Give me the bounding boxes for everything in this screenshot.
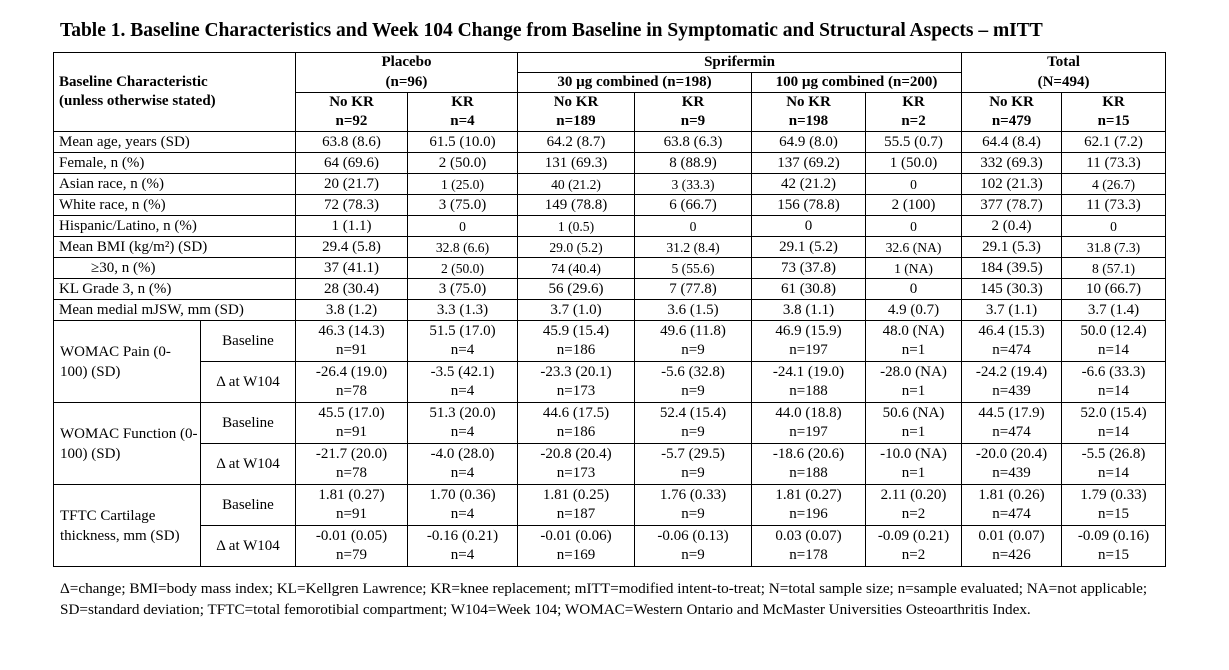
cell-value (296, 321, 408, 362)
cell-statistic: 44.6 (17.5) (542, 405, 610, 421)
subcol-n: n=189 (518, 112, 635, 132)
subcol-label: KR (1062, 93, 1166, 113)
cell-statistic: 44.0 (18.8) (775, 405, 842, 421)
cell-value: 11 (73.3) (1062, 195, 1166, 216)
cell-value: 2 (100) (866, 195, 962, 216)
cell-value: 29.1 (5.3) (962, 237, 1062, 258)
cell-value (408, 362, 518, 403)
table-row (54, 444, 1166, 485)
cell-statistic: -3.5 (42.1) (430, 364, 495, 380)
cell-value (408, 485, 518, 526)
cell-value: 1 (0.5) (518, 216, 635, 237)
cell-n: n=14 (1098, 424, 1129, 440)
header-baseline-characteristic (54, 53, 296, 132)
cell-statistic: 2.11 (0.20) (880, 487, 947, 503)
cell-value (866, 526, 962, 567)
table-row (54, 362, 1166, 403)
cell-n: n=474 (992, 342, 1031, 358)
cell-statistic: -10.0 (NA) (880, 446, 947, 462)
cell-value: 3.7 (1.1) (962, 300, 1062, 321)
cell-value: 137 (69.2) (752, 153, 866, 174)
cell-value: 3.3 (1.3) (408, 300, 518, 321)
cell-value: 1 (50.0) (866, 153, 962, 174)
cell-n: n=474 (992, 506, 1031, 522)
cell-value: 31.2 (8.4) (635, 237, 752, 258)
cell-value: 31.8 (7.3) (1062, 237, 1166, 258)
cell-value: 29.1 (5.2) (752, 237, 866, 258)
cell-n: n=173 (556, 383, 596, 399)
cell-value (635, 403, 752, 444)
cell-statistic: 45.9 (15.4) (542, 323, 610, 339)
header-total: Total (962, 53, 1166, 73)
cell-n: n=14 (1098, 383, 1129, 399)
cell-value: 32.6 (NA) (866, 237, 962, 258)
cell-value (408, 321, 518, 362)
cell-value (752, 321, 866, 362)
table-row (54, 195, 1166, 216)
cell-statistic: 46.4 (15.3) (978, 323, 1045, 339)
cell-value (518, 403, 635, 444)
row-sublabel: Δ at W104 (201, 526, 296, 567)
cell-n: n=9 (681, 465, 705, 481)
table-row (54, 279, 1166, 300)
cell-value: 377 (78.7) (962, 195, 1062, 216)
cell-n: n=15 (1098, 506, 1129, 522)
cell-value: 3.6 (1.5) (635, 300, 752, 321)
cell-value (752, 444, 866, 485)
table-row (54, 216, 1166, 237)
cell-value (866, 362, 962, 403)
cell-statistic: 0.03 (0.07) (775, 528, 842, 544)
cell-value (962, 485, 1062, 526)
cell-value (752, 526, 866, 567)
cell-value (296, 362, 408, 403)
subcol-n: n=4 (408, 112, 518, 132)
table-row (54, 526, 1166, 567)
cell-value: 63.8 (6.3) (635, 132, 752, 153)
cell-value (866, 321, 962, 362)
header-baseline-characteristic-line1: Baseline Characteristic (59, 74, 208, 90)
cell-n: n=15 (1098, 547, 1129, 563)
cell-statistic: -24.1 (19.0) (772, 364, 845, 380)
header-placebo-n: (n=96) (296, 73, 518, 93)
cell-n: n=78 (336, 383, 367, 399)
subcol-n: n=9 (635, 112, 752, 132)
cell-value (518, 526, 635, 567)
cell-n: n=1 (901, 465, 926, 481)
cell-value: 4 (26.7) (1062, 174, 1166, 195)
cell-value (1062, 526, 1166, 567)
cell-value: 74 (40.4) (518, 258, 635, 279)
cell-value (635, 362, 752, 403)
row-label: ≥30, n (%) (54, 258, 296, 279)
cell-n: n=474 (992, 424, 1031, 440)
cell-value: 37 (41.1) (296, 258, 408, 279)
cell-value: 28 (30.4) (296, 279, 408, 300)
cell-value: 0 (866, 174, 962, 195)
row-label: Female, n (%) (54, 153, 296, 174)
cell-statistic: -0.09 (0.16) (1077, 528, 1150, 544)
cell-value: 62.1 (7.2) (1062, 132, 1166, 153)
row-label: Asian race, n (%) (54, 174, 296, 195)
cell-value: 0 (866, 216, 962, 237)
cell-statistic: -0.01 (0.05) (315, 528, 388, 544)
row-label: KL Grade 3, n (%) (54, 279, 296, 300)
cell-value: 2 (50.0) (408, 258, 518, 279)
row-label: Mean medial mJSW, mm (SD) (54, 300, 296, 321)
cell-value: 64.9 (8.0) (752, 132, 866, 153)
cell-n: n=1 (901, 342, 926, 358)
cell-value (752, 485, 866, 526)
cell-statistic: -0.09 (0.21) (877, 528, 950, 544)
cell-value (408, 444, 518, 485)
cell-n: n=2 (901, 547, 926, 563)
table-row (54, 321, 1166, 362)
cell-value (296, 444, 408, 485)
cell-statistic: -20.8 (20.4) (540, 446, 612, 462)
cell-statistic: -20.0 (20.4) (975, 446, 1048, 462)
cell-statistic: -5.6 (32.8) (661, 364, 725, 380)
cell-statistic: -28.0 (NA) (880, 364, 947, 380)
cell-value (752, 403, 866, 444)
cell-value: 4.9 (0.7) (866, 300, 962, 321)
cell-value (408, 403, 518, 444)
cell-value: 2 (50.0) (408, 153, 518, 174)
table-row (54, 485, 1166, 526)
cell-statistic: -21.7 (20.0) (315, 446, 388, 462)
cell-value: 0 (635, 216, 752, 237)
cell-value (296, 403, 408, 444)
subcol-label: KR (408, 93, 518, 113)
row-label: White race, n (%) (54, 195, 296, 216)
cell-statistic: 49.6 (11.8) (660, 323, 726, 339)
cell-statistic: -5.7 (29.5) (661, 446, 725, 462)
cell-value: 145 (30.3) (962, 279, 1062, 300)
cell-n: n=2 (901, 506, 926, 522)
cell-n: n=9 (681, 383, 705, 399)
cell-value: 29.4 (5.8) (296, 237, 408, 258)
cell-statistic: 46.9 (15.9) (775, 323, 842, 339)
cell-n: n=1 (901, 383, 926, 399)
header-baseline-characteristic-line2: (unless otherwise stated) (59, 93, 216, 109)
cell-value (1062, 362, 1166, 403)
row-sublabel: Δ at W104 (201, 444, 296, 485)
cell-value (518, 362, 635, 403)
cell-n: n=9 (681, 506, 705, 522)
cell-value: 55.5 (0.7) (866, 132, 962, 153)
cell-value (962, 321, 1062, 362)
cell-value: 64.2 (8.7) (518, 132, 635, 153)
cell-value: 3.8 (1.1) (752, 300, 866, 321)
row-label: Mean age, years (SD) (54, 132, 296, 153)
cell-statistic: 51.3 (20.0) (429, 405, 496, 421)
cell-n: n=91 (336, 342, 367, 358)
cell-value: 11 (73.3) (1062, 153, 1166, 174)
cell-n: n=426 (992, 547, 1031, 563)
cell-value: 56 (29.6) (518, 279, 635, 300)
cell-statistic: -0.01 (0.06) (540, 528, 612, 544)
cell-statistic: -23.3 (20.1) (540, 364, 612, 380)
cell-value (635, 526, 752, 567)
cell-value (635, 321, 752, 362)
cell-n: n=4 (450, 424, 475, 440)
cell-n: n=4 (450, 465, 475, 481)
cell-n: n=9 (681, 342, 705, 358)
table-row (54, 258, 1166, 279)
cell-statistic: 50.6 (NA) (882, 405, 945, 421)
cell-value: 3 (33.3) (635, 174, 752, 195)
cell-n: n=196 (789, 506, 828, 522)
cell-value: 3.8 (1.2) (296, 300, 408, 321)
cell-statistic: -26.4 (19.0) (315, 364, 388, 380)
row-sublabel: Baseline (201, 321, 296, 362)
cell-value: 0 (408, 216, 518, 237)
cell-value: 131 (69.3) (518, 153, 635, 174)
cell-statistic: 1.76 (0.33) (659, 487, 727, 503)
cell-statistic: -5.5 (26.8) (1081, 446, 1146, 462)
cell-n: n=439 (992, 383, 1031, 399)
cell-n: n=178 (789, 547, 828, 563)
cell-n: n=14 (1098, 342, 1129, 358)
cell-n: n=14 (1098, 465, 1129, 481)
cell-n: n=197 (789, 342, 828, 358)
cell-value: 3 (75.0) (408, 279, 518, 300)
cell-value: 8 (88.9) (635, 153, 752, 174)
header-dose-30: 30 µg combined (n=198) (518, 73, 752, 93)
cell-value (635, 485, 752, 526)
cell-statistic: -6.6 (33.3) (1081, 364, 1146, 380)
cell-value: 0 (1062, 216, 1166, 237)
cell-value: 20 (21.7) (296, 174, 408, 195)
cell-value: 6 (66.7) (635, 195, 752, 216)
cell-n: n=188 (789, 465, 828, 481)
table-row (54, 237, 1166, 258)
subcol-n: n=92 (296, 112, 408, 132)
subcol-label: No KR (518, 93, 635, 113)
footnote: Δ=change; BMI=body mass index; KL=Kellgren Lawrence; KR=knee replacement; mITT=modified intent-to-treat; N=total sample size; n=sample evaluated; NA=not applicable; SD=standard deviation; TFTC=total femorotibial compartment; W104=Week 104; WOMAC=Western Ontario and McMaster Universities Osteoarthritis Index. (60, 580, 1148, 618)
cell-value (866, 403, 962, 444)
cell-n: n=9 (681, 424, 705, 440)
header-placebo: Placebo (296, 53, 518, 73)
cell-statistic: 1.81 (0.27) (318, 487, 385, 503)
cell-value: 102 (21.3) (962, 174, 1062, 195)
group-label: WOMAC Function (0-100) (SD) (54, 403, 201, 485)
cell-n: n=79 (336, 547, 367, 563)
cell-statistic: -0.06 (0.13) (657, 528, 729, 544)
cell-value: 184 (39.5) (962, 258, 1062, 279)
cell-statistic: 46.3 (14.3) (318, 323, 385, 339)
cell-value: 42 (21.2) (752, 174, 866, 195)
row-sublabel: Baseline (201, 403, 296, 444)
cell-value (1062, 403, 1166, 444)
subcol-label: KR (866, 93, 962, 113)
subcol-label: No KR (752, 93, 866, 113)
subcol-n: n=198 (752, 112, 866, 132)
cell-value: 61.5 (10.0) (408, 132, 518, 153)
cell-value (752, 362, 866, 403)
cell-value: 0 (752, 216, 866, 237)
cell-value (866, 444, 962, 485)
cell-value: 332 (69.3) (962, 153, 1062, 174)
cell-value (1062, 321, 1166, 362)
cell-n: n=197 (789, 424, 828, 440)
cell-statistic: 48.0 (NA) (882, 323, 945, 339)
cell-value: 1 (25.0) (408, 174, 518, 195)
cell-n: n=9 (681, 547, 705, 563)
cell-statistic: -0.16 (0.21) (426, 528, 499, 544)
cell-value (962, 444, 1062, 485)
cell-value: 40 (21.2) (518, 174, 635, 195)
cell-value (408, 526, 518, 567)
cell-n: n=4 (450, 547, 475, 563)
table-row (54, 403, 1166, 444)
header-row-1 (54, 53, 1166, 73)
cell-value: 3.7 (1.4) (1062, 300, 1166, 321)
subcol-label: No KR (962, 93, 1062, 113)
cell-statistic: 1.70 (0.36) (429, 487, 496, 503)
cell-statistic: 1.79 (0.33) (1080, 487, 1147, 503)
cell-statistic: 45.5 (17.0) (318, 405, 385, 421)
cell-n: n=1 (901, 424, 926, 440)
cell-statistic: -4.0 (28.0) (430, 446, 495, 462)
cell-value: 1 (1.1) (296, 216, 408, 237)
cell-statistic: -18.6 (20.6) (772, 446, 845, 462)
cell-value: 72 (78.3) (296, 195, 408, 216)
subcol-n: n=15 (1062, 112, 1166, 132)
table-body (54, 53, 1166, 567)
table-row (54, 132, 1166, 153)
cell-statistic: 44.5 (17.9) (978, 405, 1045, 421)
cell-statistic: 1.81 (0.27) (775, 487, 842, 503)
cell-value (1062, 485, 1166, 526)
cell-value: 61 (30.8) (752, 279, 866, 300)
table-row (54, 153, 1166, 174)
table-row (54, 174, 1166, 195)
cell-value: 3.7 (1.0) (518, 300, 635, 321)
table-row (54, 300, 1166, 321)
baseline-characteristics-table (53, 52, 1166, 567)
cell-n: n=4 (450, 342, 475, 358)
cell-value (635, 444, 752, 485)
cell-value: 149 (78.8) (518, 195, 635, 216)
cell-value: 3 (75.0) (408, 195, 518, 216)
cell-statistic: 52.4 (15.4) (659, 405, 727, 421)
cell-n: n=186 (556, 424, 596, 440)
cell-value: 29.0 (5.2) (518, 237, 635, 258)
cell-value: 32.8 (6.6) (408, 237, 518, 258)
cell-statistic: -24.2 (19.4) (975, 364, 1048, 380)
subcol-n: n=2 (866, 112, 962, 132)
table-title: Table 1. Baseline Characteristics and Week 104 Change from Baseline in Symptomatic and Structural Aspects – mITT (60, 20, 1043, 41)
cell-value: 7 (77.8) (635, 279, 752, 300)
group-label: WOMAC Pain (0-100) (SD) (54, 321, 201, 403)
cell-value (518, 444, 635, 485)
cell-n: n=187 (556, 506, 596, 522)
cell-statistic: 1.81 (0.25) (542, 487, 610, 503)
row-label: Hispanic/Latino, n (%) (54, 216, 296, 237)
cell-n: n=91 (336, 424, 367, 440)
cell-value: 0 (866, 279, 962, 300)
cell-n: n=188 (789, 383, 828, 399)
cell-n: n=186 (556, 342, 596, 358)
cell-n: n=173 (556, 465, 596, 481)
cell-statistic: 51.5 (17.0) (429, 323, 496, 339)
cell-value: 1 (NA) (866, 258, 962, 279)
cell-value: 5 (55.6) (635, 258, 752, 279)
cell-n: n=91 (336, 506, 367, 522)
cell-n: n=78 (336, 465, 367, 481)
cell-n: n=169 (556, 547, 596, 563)
cell-statistic: 50.0 (12.4) (1080, 323, 1147, 339)
cell-value (962, 403, 1062, 444)
subcol-label: No KR (296, 93, 408, 113)
cell-value (518, 485, 635, 526)
cell-value: 63.8 (8.6) (296, 132, 408, 153)
cell-value (962, 526, 1062, 567)
cell-value: 64 (69.6) (296, 153, 408, 174)
cell-value: 73 (37.8) (752, 258, 866, 279)
cell-value: 8 (57.1) (1062, 258, 1166, 279)
subcol-label: KR (635, 93, 752, 113)
cell-value: 64.4 (8.4) (962, 132, 1062, 153)
group-label: TFTC Cartilage thickness, mm (SD) (54, 485, 201, 567)
row-sublabel: Δ at W104 (201, 362, 296, 403)
row-label: Mean BMI (kg/m²) (SD) (54, 237, 296, 258)
cell-value: 156 (78.8) (752, 195, 866, 216)
cell-value (518, 321, 635, 362)
subcol-n: n=479 (962, 112, 1062, 132)
cell-n: n=4 (450, 383, 475, 399)
cell-value: 10 (66.7) (1062, 279, 1166, 300)
cell-value (1062, 444, 1166, 485)
cell-value (866, 485, 962, 526)
cell-n: n=439 (992, 465, 1031, 481)
cell-value: 2 (0.4) (962, 216, 1062, 237)
cell-n: n=4 (450, 506, 475, 522)
cell-statistic: 52.0 (15.4) (1080, 405, 1147, 421)
cell-value (296, 526, 408, 567)
header-total-n: (N=494) (962, 73, 1166, 93)
header-sprifermin: Sprifermin (518, 53, 962, 73)
header-dose-100: 100 µg combined (n=200) (752, 73, 962, 93)
row-sublabel: Baseline (201, 485, 296, 526)
cell-statistic: 0.01 (0.07) (978, 528, 1045, 544)
cell-value (296, 485, 408, 526)
cell-value (962, 362, 1062, 403)
cell-statistic: 1.81 (0.26) (978, 487, 1045, 503)
